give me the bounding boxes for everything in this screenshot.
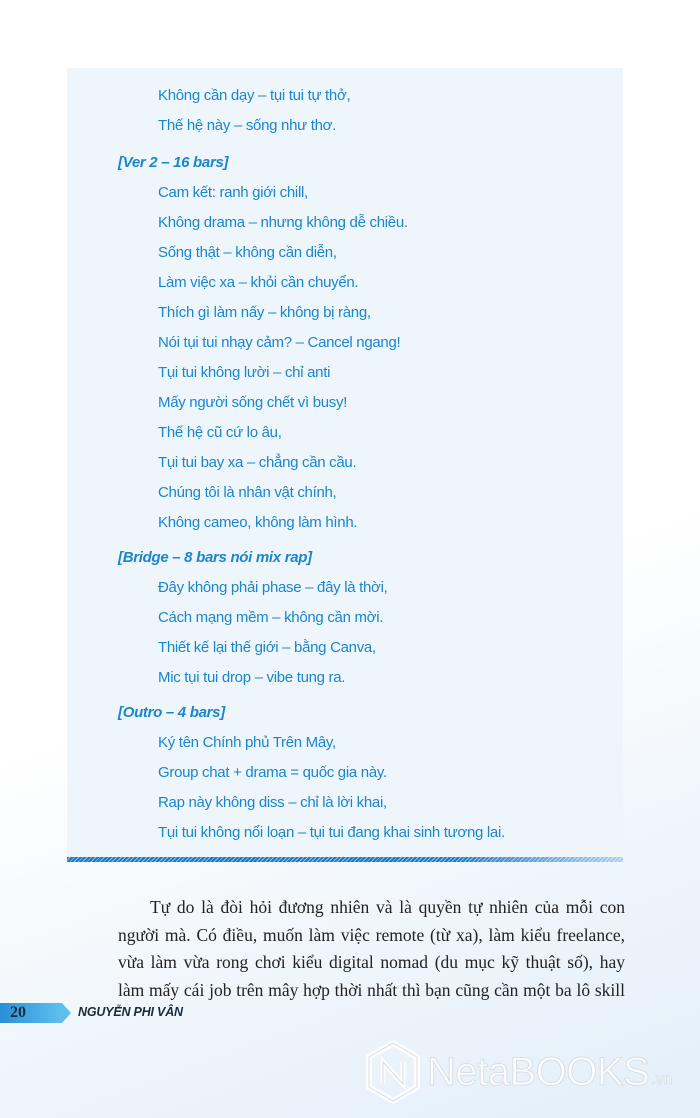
lyric-line: Mấy người sống chết vì busy! (158, 394, 348, 411)
lyric-line: Thế hệ cũ cứ lo âu, (158, 424, 282, 441)
lyric-line: Rap này không diss – chỉ là lời khai, (158, 794, 387, 811)
lyric-line: Tụi tui không nổi loạn – tụi tui đang khai sinh tương lai. (158, 824, 505, 841)
netabooks-watermark (365, 1040, 673, 1104)
lyric-line: Cam kết: ranh giới chill, (158, 184, 308, 201)
lyric-line: Thế hệ này – sống như thơ. (158, 117, 337, 134)
box-bottom-rule (67, 857, 623, 862)
paragraph-line: người mà. Có điều, muốn làm việc remote (từ xa), làm kiểu freelance, (118, 924, 625, 945)
lyric-line: Thiết kế lại thế giới – bằng Canva, (158, 639, 376, 656)
lyric-line: Chúng tôi là nhân vật chính, (158, 484, 337, 501)
section-heading: [Outro – 4 bars] (118, 704, 225, 721)
lyric-line: Làm việc xa – khỏi cần chuyển. (158, 274, 359, 291)
lyric-line: Nói tụi tui nhạy cảm? – Cancel ngang! (158, 334, 401, 351)
watermark-suffix: .vn (651, 1071, 673, 1088)
section-heading: [Ver 2 – 16 bars] (118, 154, 229, 171)
page-tab-arrow (62, 1003, 71, 1023)
running-footer-author: NGUYỄN PHI VÂN (78, 1005, 183, 1019)
paragraph-line: làm mấy cái job trên mây hợp thời nhất thì bạn cũng cần một ba lô skill (118, 979, 625, 1000)
section-heading: [Bridge – 8 bars nói mix rap] (118, 549, 312, 566)
lyric-line: Sống thật – không cần diễn, (158, 244, 337, 261)
page-number: 20 (10, 1004, 26, 1021)
lyric-line: Đây không phải phase – đây là thời, (158, 579, 388, 596)
lyric-line: Không cameo, không làm hình. (158, 514, 358, 531)
page-number-tab (0, 1003, 62, 1023)
lyric-line: Không drama – nhưng không dễ chiều. (158, 214, 408, 231)
lyric-line: Tụi tui bay xa – chẳng cần cầu. (158, 454, 357, 471)
lyric-line: Thích gì làm nấy – không bị ràng, (158, 304, 371, 321)
lyric-line: Ký tên Chính phủ Trên Mây, (158, 734, 336, 751)
watermark-brand: NetaBOOKS (427, 1049, 650, 1094)
paragraph-line: vừa làm vừa rong chơi kiểu digital nomad (du mục kỹ thuật số), hay (118, 952, 625, 973)
lyric-line: Group chat + drama = quốc gia này. (158, 764, 387, 781)
lyric-line: Tụi tui không lười – chỉ anti (158, 364, 331, 381)
netabooks-logo-icon (365, 1040, 421, 1104)
body-paragraph (118, 894, 625, 1004)
lyric-line: Không cần dạy – tụi tui tự thở, (158, 87, 351, 104)
lyric-line: Cách mạng mềm – không cần mời. (158, 609, 384, 626)
lyric-line: Mic tụi tui drop – vibe tung ra. (158, 669, 346, 686)
paragraph-line: Tự do là đòi hỏi đương nhiên và là quyền tự nhiên của mỗi con (150, 897, 625, 917)
